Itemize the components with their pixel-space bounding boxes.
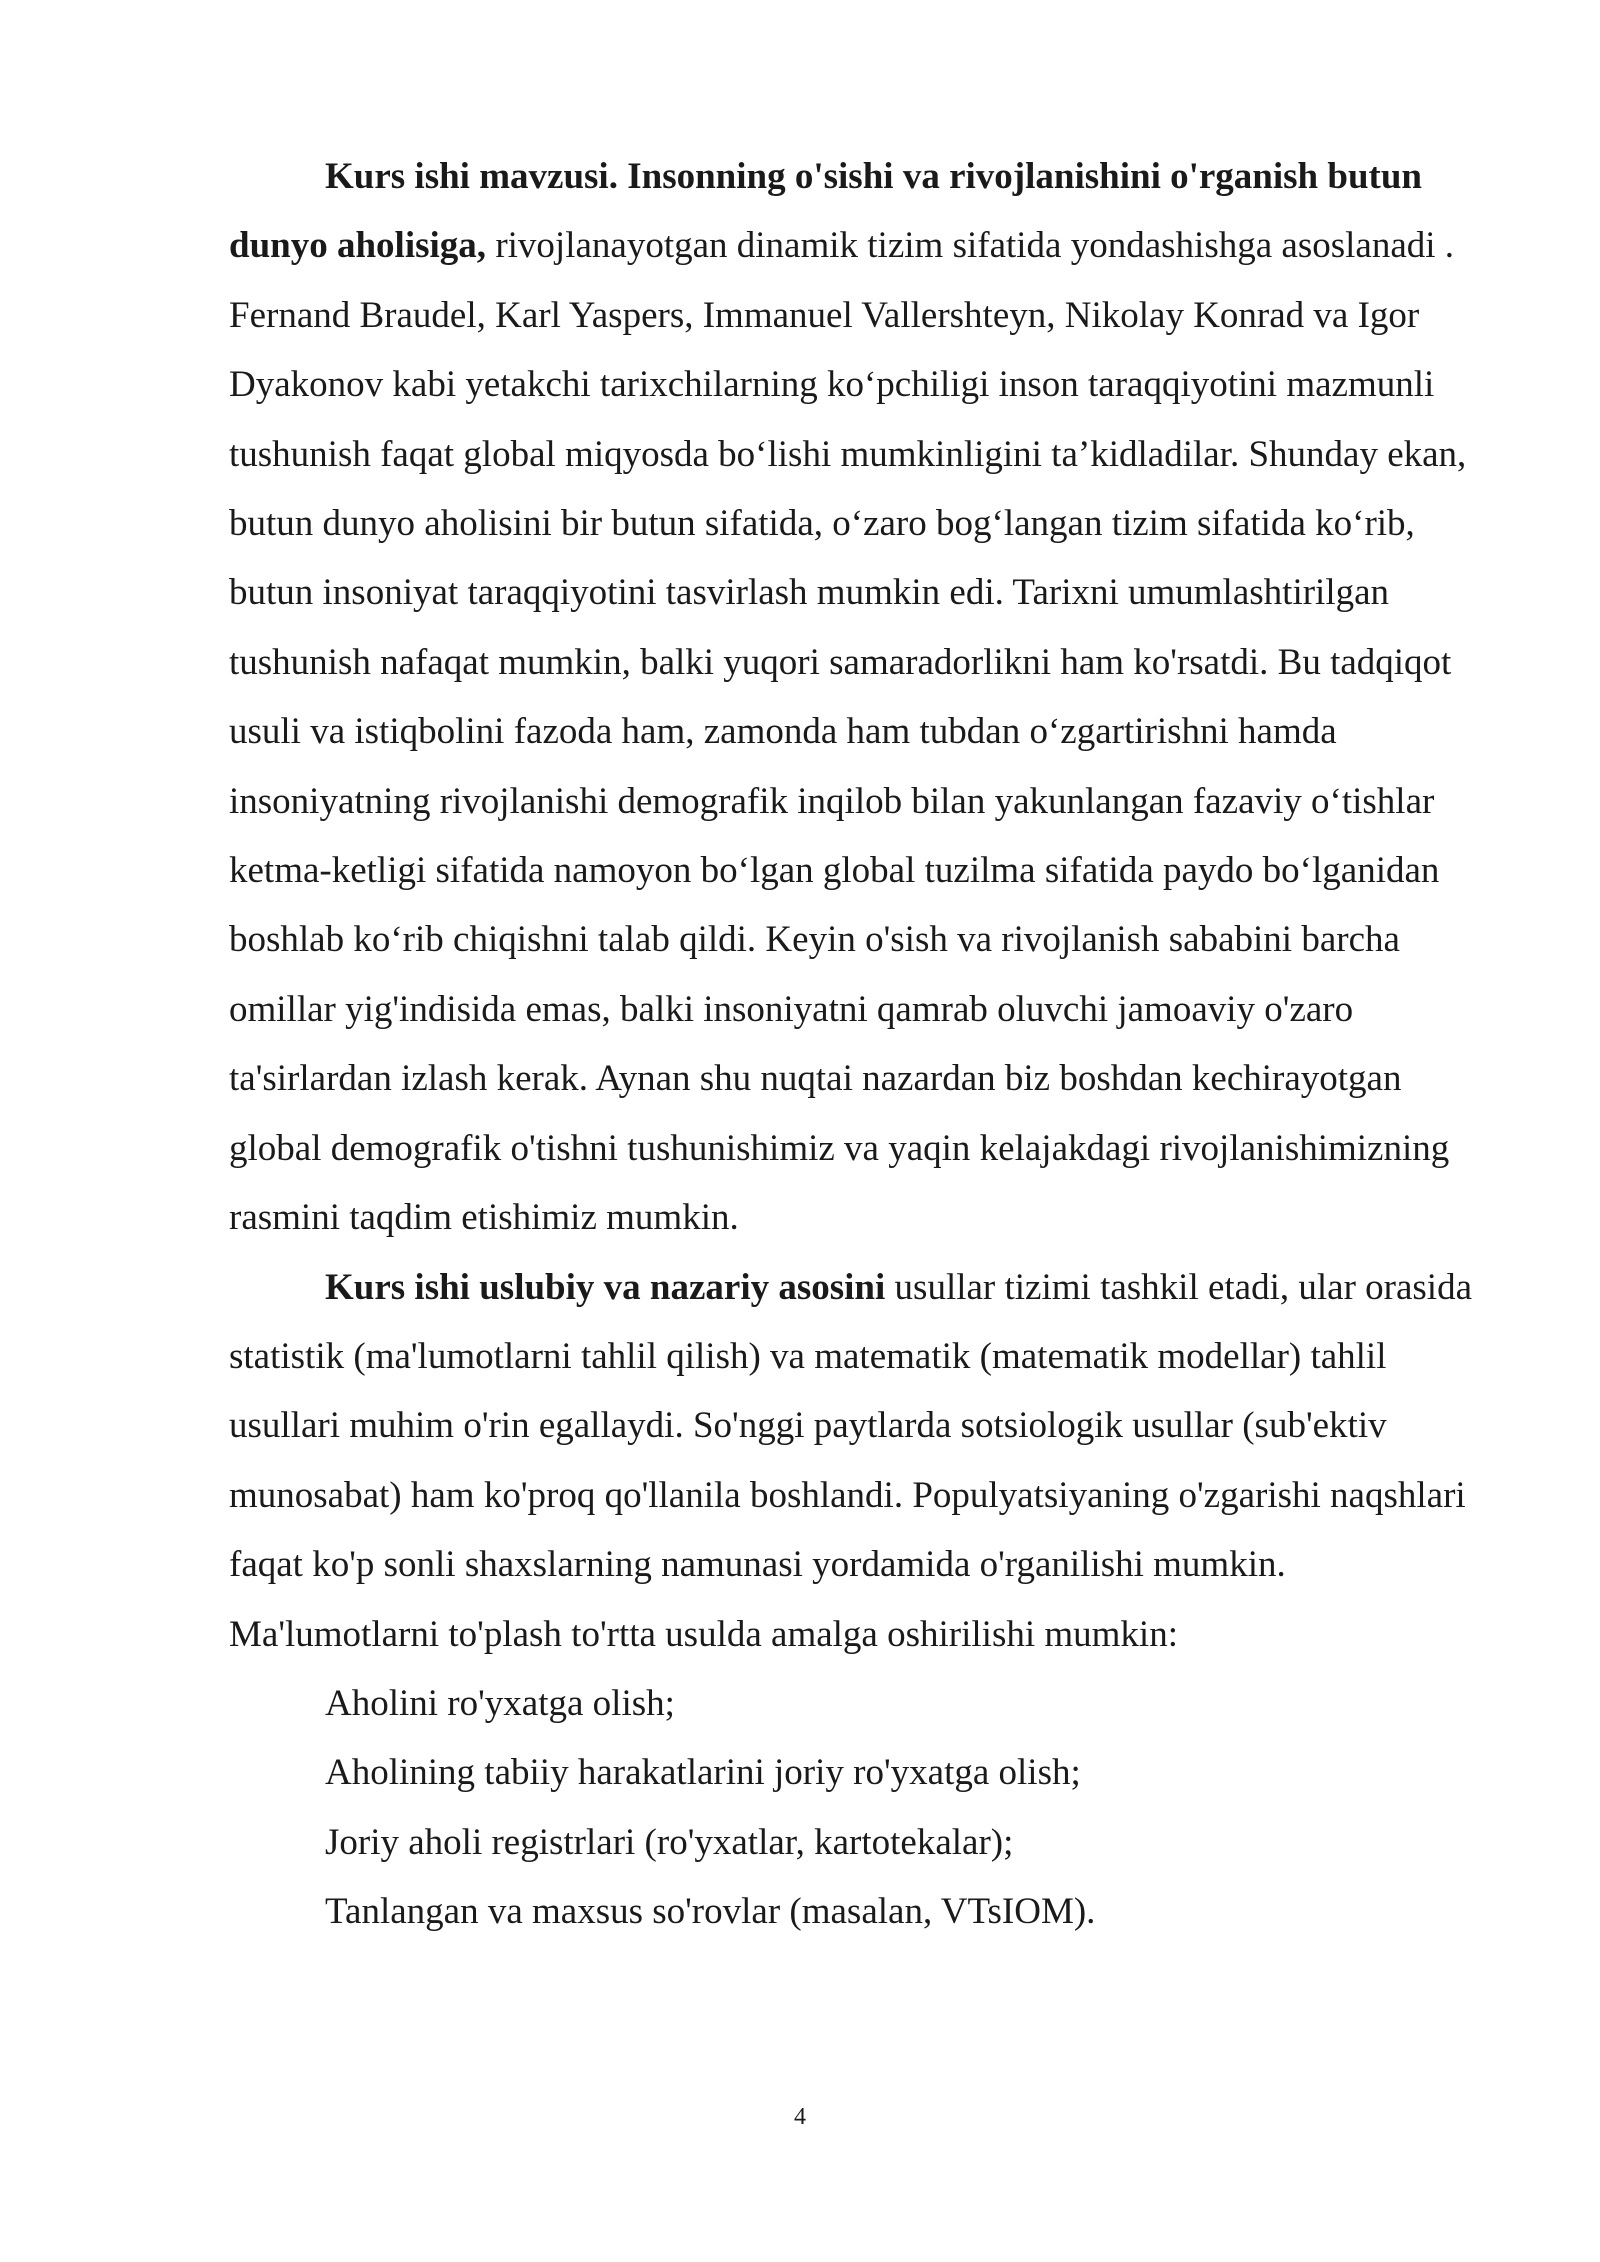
list-item: Aholini ro'yxatga olish; — [325, 1682, 675, 1724]
page-number: 4 — [794, 2104, 806, 2130]
list-item: Aholining tabiiy harakatlarini joriy ro'yxatga olish; — [325, 1752, 1081, 1794]
data-collection-methods-list — [229, 1669, 1481, 1947]
page-body — [229, 142, 1481, 1947]
methodology-heading-bold: Kurs ishi uslubiy va nazariy asosini — [325, 1266, 886, 1308]
methodology-body-text: usullar tizimi tashkil etadi, ular orasida statistik (ma'lumotlarni tahlil qilish) va matematik (matematik modellar) tahlil usullari muhim o'rin egallaydi. So'nggi paytlarda sotsiologik usullar (sub'ektiv munosabat) ham ko'proq qo'llanila boshlandi. Populyatsiyaning o'zgarishi naqshlari faqat ko'p sonli shaxslarning namunasi yordamida o'rganilishi mumkin. Ma'lumotlarni to'plash to'rtta usulda amalga oshirilishi mumkin: — [229, 1266, 1473, 1655]
topic-heading-bold: Kurs ishi mavzusi. Insonning o'sishi va rivojlanishini o'rganish butun dunyo aholisiga, — [229, 156, 1423, 267]
list-item: Tanlangan va maxsus so'rovlar (masalan, VTsIOM). — [325, 1891, 1096, 1933]
paragraph-methodology — [229, 1253, 1481, 1669]
topic-body-text: rivojlanayotgan dinamik tizim sifatida yondashishga asoslanadi . Fernand Braudel, Karl Yaspers, Immanuel Vallershteyn, Nikolay Konrad va Igor Dyakonov kabi yetakchi tarixchilarning ko‘pchiligi inson taraqqiyotini mazmunli tushunish faqat global miqyosda bo‘lishi mumkinligini ta’kidladilar. Shunday ekan, butun dunyo aholisini bir butun sifatida, o‘zaro bog‘langan tizim sifatida ko‘rib, butun insoniyat taraqqiyotini tasvirlash mumkin edi. Tarixni umumlashtirilgan tushunish nafaqat mumkin, balki yuqori samaradorlikni ham ko'rsatdi. Bu tadqiqot usuli va istiqbolini fazoda ham, zamonda ham tubdan o‘zgartirishni hamda insoniyatning rivojlanishi demografik inqilob bilan yakunlangan fazaviy o‘tishlar ketma-ketligi sifatida namoyon bo‘lgan global tuzilma sifatida paydo bo‘lganidan boshlab ko‘rib chiqishni talab qildi. Keyin o'sish va rivojlanish sababini barcha omillar yig'indisida emas, balki insoniyatni qamrab oluvchi jamoaviy o'zaro ta'sirlardan izlash kerak. Aynan shu nuqtai nazardan biz boshdan kechirayotgan global demografik o'tishni tushunishimiz va yaqin kelajakdagi rivojlanishimizning rasmini taqdim etishimiz mumkin. — [229, 225, 1467, 1239]
paragraph-topic — [229, 142, 1481, 1253]
list-item: Joriy aholi registrlari (ro'yxatlar, kartotekalar); — [325, 1821, 1014, 1863]
